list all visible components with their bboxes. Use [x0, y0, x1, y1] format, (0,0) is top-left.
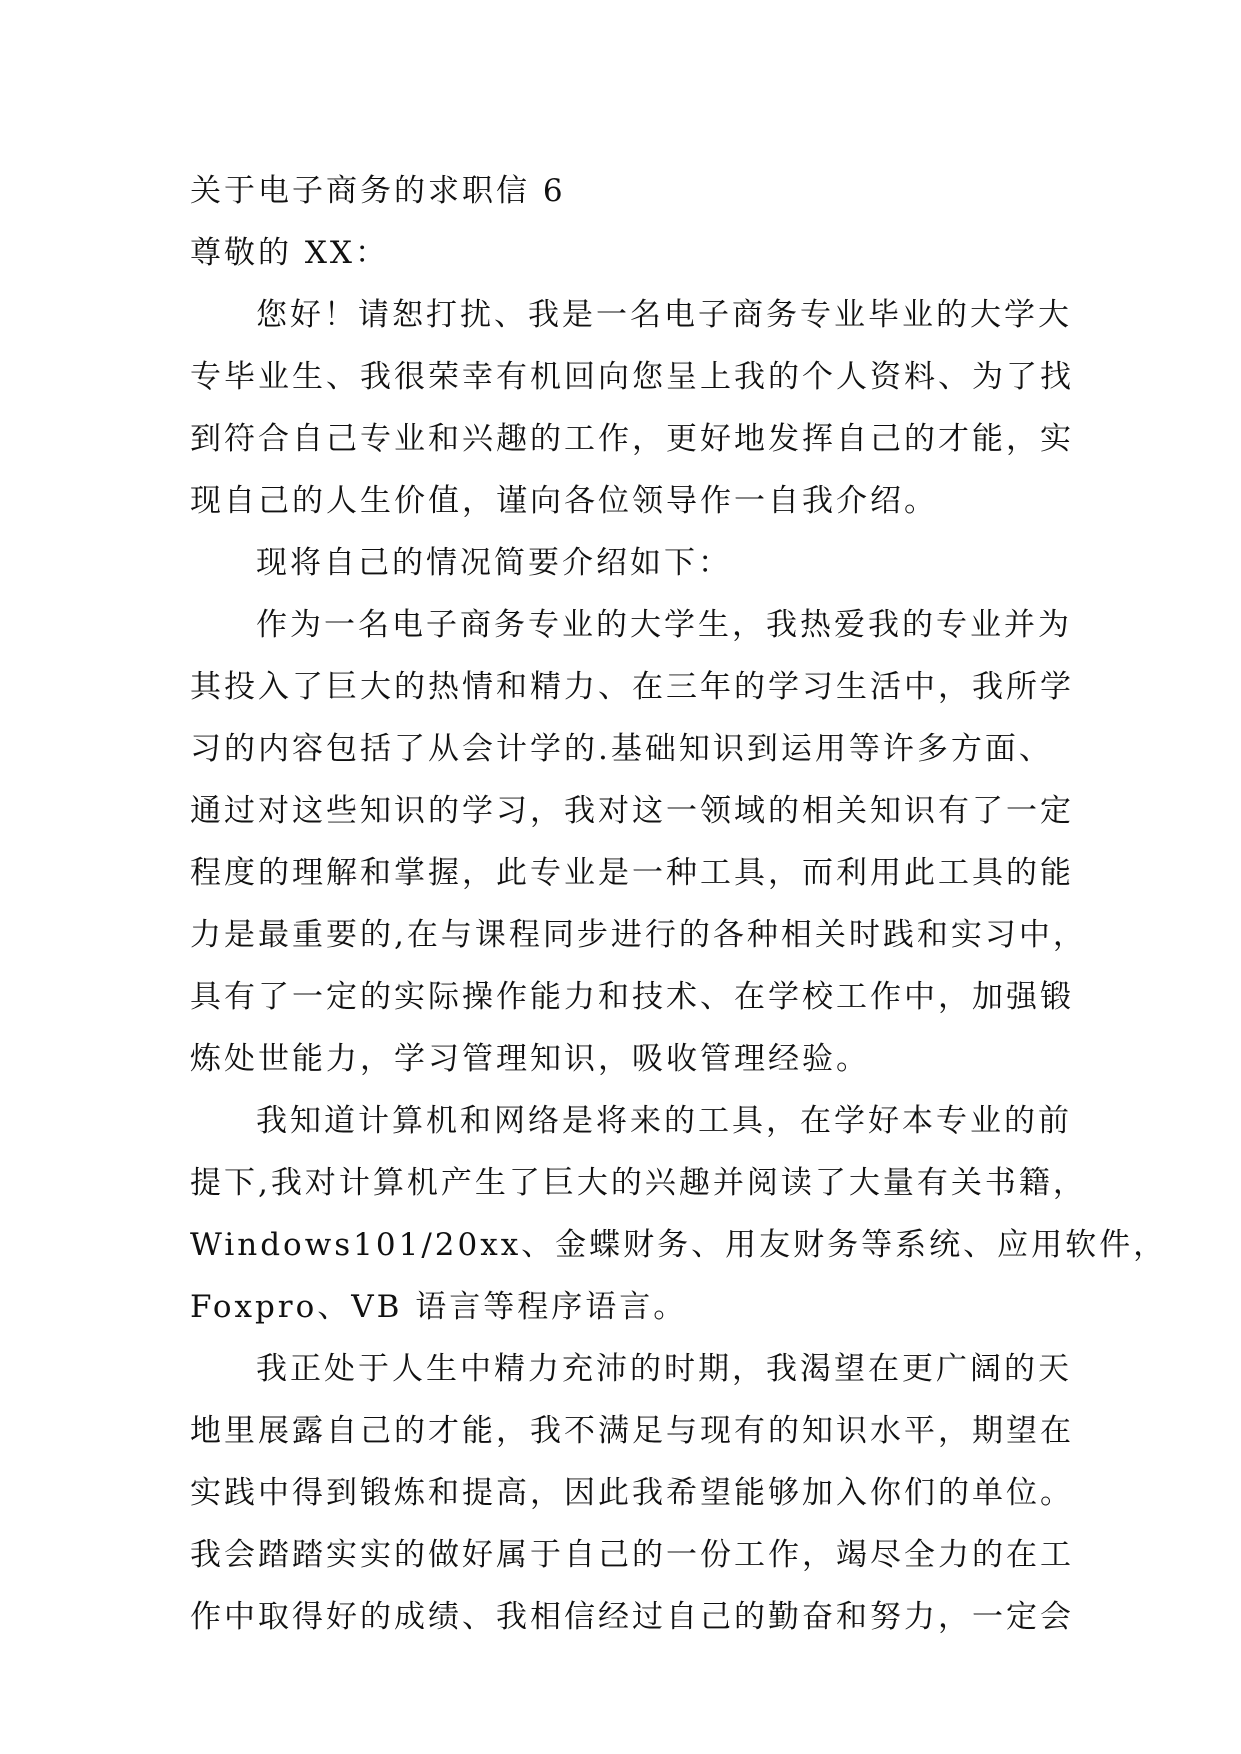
salutation: 尊敬的 XX：: [190, 235, 389, 271]
document-title: 关于电子商务的求职信 6: [190, 173, 566, 209]
text-line: 炼处世能力，学习管理知识，吸收管理经验。: [190, 1041, 870, 1077]
text-line: 习的内容包括了从会计学的.基础知识到运用等许多方面、: [190, 731, 1053, 767]
text-line: 您好！请恕打扰、我是一名电子商务专业毕业的大学大: [256, 297, 1072, 333]
text-line: 我正处于人生中精力充沛的时期，我渴望在更广阔的天: [256, 1351, 1072, 1387]
text-line: 我知道计算机和网络是将来的工具，在学好本专业的前: [256, 1103, 1072, 1139]
text-line: Foxpro、VB 语言等程序语言。: [190, 1289, 688, 1325]
text-line: 实践中得到锻炼和提高，因此我希望能够加入你们的单位。: [190, 1475, 1074, 1511]
text-line: 地里展露自己的才能，我不满足与现有的知识水平，期望在: [190, 1413, 1074, 1449]
text-line: 作中取得好的成绩、我相信经过自己的勤奋和努力，一定会: [190, 1599, 1074, 1635]
text-line: 提下,我对计算机产生了巨大的兴趣并阅读了大量有关书籍，: [190, 1165, 1087, 1201]
text-line: 力是最重要的,在与课程同步进行的各种相关时践和实习中，: [190, 917, 1087, 953]
text-line: 其投入了巨大的热情和精力、在三年的学习生活中，我所学: [190, 669, 1074, 705]
text-line: 现自己的人生价值，谨向各位领导作一自我介绍。: [190, 483, 938, 519]
text-line: 具有了一定的实际操作能力和技术、在学校工作中，加强锻: [190, 979, 1074, 1015]
letter-paragraphs: [190, 284, 1168, 1648]
text-line: 现将自己的情况简要介绍如下：: [256, 545, 732, 581]
text-line: 程度的理解和掌握，此专业是一种工具，而利用此工具的能: [190, 855, 1074, 891]
text-line: 作为一名电子商务专业的大学生，我热爱我的专业并为: [256, 607, 1072, 643]
text-line: 通过对这些知识的学习，我对这一领域的相关知识有了一定: [190, 793, 1074, 829]
text-line: 到符合自己专业和兴趣的工作，更好地发挥自己的才能，实: [190, 421, 1074, 457]
text-line: 专毕业生、我很荣幸有机回向您呈上我的个人资料、为了找: [190, 359, 1074, 395]
letter-body: [190, 160, 1168, 1648]
text-line: Windows101/20xx、金蝶财务、用友财务等系统、应用软件，: [190, 1227, 1168, 1263]
text-line: 我会踏踏实实的做好属于自己的一份工作，竭尽全力的在工: [190, 1537, 1074, 1573]
